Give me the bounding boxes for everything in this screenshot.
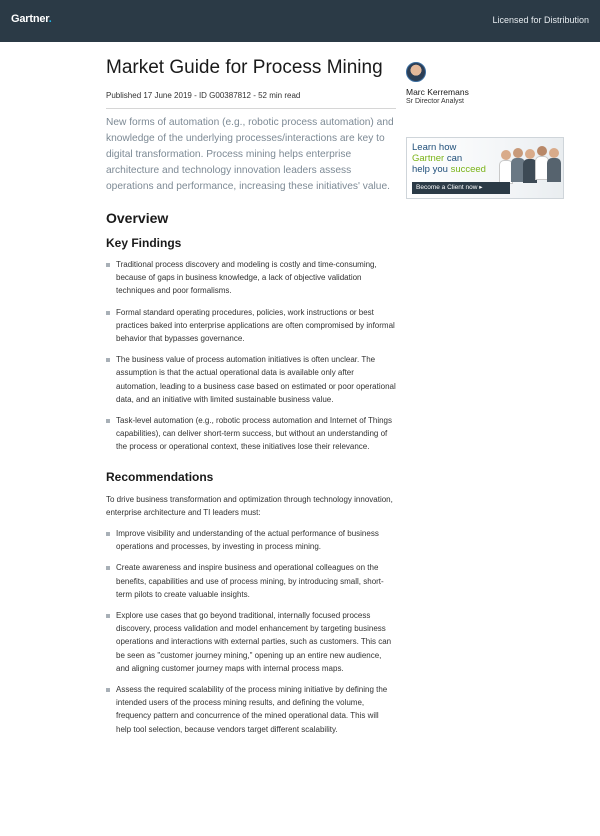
overview-heading: Overview [106,210,169,226]
person-figure [547,148,561,182]
summary-text: New forms of automation (e.g., robotic process automation) and knowledge of the underlying processes/interactions are key to digital transformation. Process mining helps enterprise architecture and technology innovation leaders assess operations and performance, increasing these initiatives' value. [106,117,394,192]
author-role: Sr Director Analyst [406,98,464,105]
become-client-button[interactable]: Become a Client now ▸ [412,182,510,194]
list-item: Create awareness and inspire business and operational colleagues on the benefits, capabilities and use of process mining, by introducing small, short-term pilots to create valuable insights. [106,561,396,601]
top-bar [0,0,600,42]
ad-line [412,153,486,164]
list-item: Explore use cases that go beyond traditional, internally focused process discovery, process validation and model enhancement by targeting business operations and interactions with external parties, such as customers. This can be seen as "customer journey mining," opening up an entire new audience, and aligning customer journey maps with internal process maps. [106,609,396,675]
logo-text: Gartner [11,13,49,25]
ad-word: help you [412,164,451,175]
author-name[interactable]: Marc Kerremans [406,87,469,97]
ad-word: succeed [450,164,486,175]
people-photo [499,140,561,182]
ad-word: can [444,153,463,164]
ad-word: Gartner [412,153,445,164]
document-body [106,56,396,744]
key-findings-heading: Key Findings [106,236,182,250]
ad-line: Learn how [412,142,457,153]
divider [106,108,396,109]
list-item: Assess the required scalability of the process mining initiative by defining the intended users of the process mining results, and defining the volume, frequency pattern and concurrence of the mined operational data. This will help tool selection, because vendors target different scalability. [106,683,396,736]
list-item: Traditional process discovery and modeling is costly and time-consuming, because of gaps in business knowledge, a lack of objective validation techniques and poor formalisms. [106,258,396,298]
key-findings-list [106,258,396,454]
list-item: The business value of process automation initiatives is often unclear. The assumption is that the actual operational data is available only after automation, leading to a business case based on estimated or poor operational data, and an initiative with limited sustainable business value. [106,353,396,406]
logo-dot: . [48,13,52,25]
page-title: Market Guide for Process Mining [106,57,383,78]
ad-line [412,164,486,175]
avatar [406,62,426,82]
list-item: Formal standard operating procedures, policies, work instructions or best practices baked into enterprise applications are often compromised by informal behavior that bypasses governance. [106,306,396,346]
become-client-ad[interactable] [406,137,564,199]
licensed-label: Licensed for Distribution [492,15,589,25]
recommendations-intro: To drive business transformation and optimization through technology innovation, enterprise architecture and TI leaders must: [106,494,393,517]
author-card [406,62,586,105]
recommendations-heading: Recommendations [106,469,214,484]
recommendations-list [106,527,396,736]
list-item: Task-level automation (e.g., robotic process automation and Internet of Things capabilities), can deliver short-term success, but without an understanding of the process or operational context, these initiatives lose their relevance. [106,414,396,454]
ad-headline [412,142,486,175]
gartner-logo[interactable] [11,13,52,25]
list-item: Improve visibility and understanding of the actual performance of business operations and processes, by investing in process mining. [106,527,396,553]
published-meta: Published 17 June 2019 - ID G00387812 - 52 min read [106,91,301,100]
